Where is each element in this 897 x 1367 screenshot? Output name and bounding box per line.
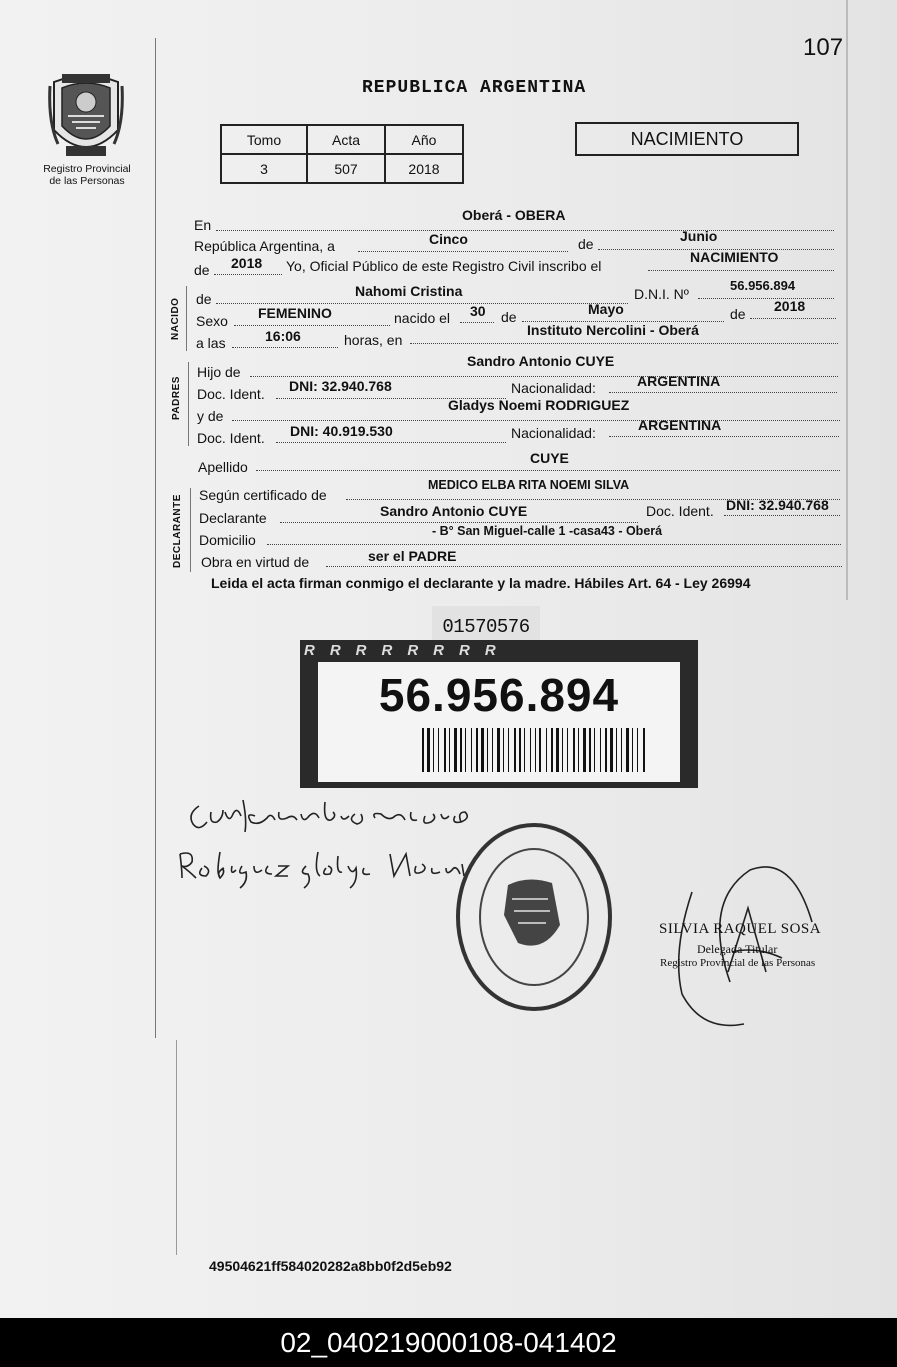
side-label-declarante: DECLARANTE — [172, 494, 183, 568]
label-certificate: Según certificado de — [199, 487, 327, 503]
barcode-bar — [427, 728, 430, 772]
header-acta: Acta — [307, 125, 385, 154]
section-rule — [186, 286, 187, 351]
dotted-line — [724, 515, 840, 516]
barcode-bar — [514, 728, 516, 772]
dotted-line — [648, 270, 834, 271]
barcode-bar — [530, 728, 531, 772]
label-year-prefix: de — [194, 262, 210, 278]
label-born: nacido el — [394, 310, 451, 326]
stamp-pattern: RRRRRRRR — [304, 642, 511, 659]
barcode-bar — [546, 728, 547, 772]
dotted-line — [750, 318, 836, 319]
logo-caption-line1: Registro Provincial — [43, 163, 131, 175]
label-name-prefix: de — [196, 291, 212, 307]
barcode-bar — [610, 728, 613, 772]
section-rule — [188, 362, 189, 446]
margin-rule — [155, 38, 156, 1038]
header-anio: Año — [385, 125, 463, 154]
label-birth-de2: de — [730, 306, 746, 322]
value-address: - B° San Miguel-calle 1 -casa43 - Oberá — [432, 524, 663, 538]
label-hours: horas, en — [344, 332, 403, 348]
value-year: 2018 — [231, 255, 263, 271]
dotted-line — [216, 230, 834, 231]
barcode-bar — [438, 728, 439, 772]
registrar-text: Yo, Oficial Público de este Registro Civil inscribo el — [286, 258, 602, 274]
barcode-bar — [449, 728, 450, 772]
value-anio: 2018 — [385, 154, 463, 183]
label-mother-nationality: Nacionalidad: — [511, 425, 596, 441]
dotted-line — [609, 392, 837, 393]
dotted-line — [280, 522, 638, 523]
value-inscribes: NACIMIENTO — [690, 249, 779, 265]
registry-header-row — [221, 125, 463, 154]
label-sex: Sexo — [196, 313, 228, 329]
barcode-bar — [562, 728, 563, 772]
margin-rule-lower — [176, 1040, 177, 1255]
value-day-words: Cinco — [429, 231, 468, 247]
label-time: a las — [196, 335, 226, 351]
label-birth-de1: de — [501, 309, 517, 325]
barcode-bar — [589, 728, 591, 772]
dotted-line — [216, 303, 628, 304]
barcode-bar — [551, 728, 553, 772]
dotted-line — [410, 343, 838, 344]
label-mother-doc: Doc. Ident. — [197, 430, 265, 446]
label-en: En — [194, 217, 212, 233]
official-office: Registro Provincial de las Personas — [660, 957, 816, 969]
barcode-bar — [535, 728, 536, 772]
dotted-line — [232, 420, 840, 421]
barcode-bar — [567, 728, 568, 772]
side-label-nacido: NACIDO — [170, 297, 181, 340]
stamp-number: 56.956.894 — [378, 669, 620, 721]
barcode-bar — [433, 728, 434, 772]
mother-signature — [176, 842, 466, 892]
label-declarant-doc: Doc. Ident. — [646, 503, 714, 519]
dotted-line — [214, 274, 282, 275]
barcode-bar — [503, 728, 504, 772]
value-month: Junio — [680, 228, 718, 244]
barcode-bar — [594, 728, 595, 772]
label-declarant: Declarante — [199, 510, 267, 526]
barcode-bar — [519, 728, 521, 772]
dotted-line — [358, 251, 568, 252]
registry-table — [220, 124, 464, 184]
label-de: de — [578, 236, 594, 252]
value-tomo: 3 — [221, 154, 307, 183]
barcode-bar — [578, 728, 579, 772]
value-acta: 507 — [307, 154, 385, 183]
value-place: Oberá - OBERA — [462, 207, 566, 223]
dotted-line — [460, 322, 494, 323]
footer-code: 02_040219000108-041402 — [0, 1318, 897, 1367]
logo-caption — [36, 163, 138, 187]
header-tomo: Tomo — [221, 125, 307, 154]
label-father-nationality: Nacionalidad: — [511, 380, 596, 396]
official-title: Delegada Titular — [697, 942, 778, 956]
value-birth-year: 2018 — [774, 298, 806, 314]
barcode-bar — [539, 728, 541, 772]
value-time: 16:06 — [265, 328, 301, 344]
label-father-doc: Doc. Ident. — [197, 386, 265, 402]
label-surname: Apellido — [198, 459, 248, 475]
value-father: Sandro Antonio CUYE — [467, 353, 615, 369]
dotted-line — [326, 566, 842, 567]
logo-caption-line2: de las Personas — [49, 175, 125, 187]
country-heading: REPUBLICA ARGENTINA — [362, 78, 587, 98]
value-certificate: MEDICO ELBA RITA NOEMI SILVA — [428, 478, 630, 492]
declarant-signature — [185, 792, 485, 840]
barcode-bar — [600, 728, 601, 772]
dotted-line — [234, 325, 390, 326]
value-sex: FEMENINO — [258, 305, 332, 321]
official-seal-stamp — [448, 815, 618, 1020]
barcode-bar — [476, 728, 478, 772]
value-mother-nationality: ARGENTINA — [638, 417, 722, 433]
barcode-bar — [637, 728, 638, 772]
label-father: Hijo de — [197, 364, 241, 380]
document-hash: 49504621ff584020282a8bb0f2d5eb92 — [209, 1258, 452, 1274]
barcode-bar — [444, 728, 446, 772]
barcode-bar — [422, 728, 424, 772]
value-father-doc: DNI: 32.940.768 — [289, 378, 392, 394]
label-acts-as: Obra en virtud de — [201, 554, 310, 570]
barcode-bar — [465, 728, 466, 772]
value-birth-place: Instituto Nercolini - Oberá — [527, 322, 699, 338]
barcode-bar — [616, 728, 617, 772]
value-declarant-doc: DNI: 32.940.768 — [726, 497, 829, 513]
dotted-line — [698, 298, 834, 299]
provincial-emblem-logo — [48, 72, 124, 160]
barcode-bar — [492, 728, 493, 772]
barcode-bar — [583, 728, 586, 772]
dotted-line — [267, 544, 841, 545]
serial-number-tag: 01570576 — [432, 606, 540, 646]
barcode-bar — [626, 728, 629, 772]
dotted-line — [250, 376, 838, 377]
dotted-line — [276, 442, 506, 443]
barcode-bar — [524, 728, 525, 772]
barcode-bar — [454, 728, 457, 772]
barcode-bar — [632, 728, 633, 772]
value-declarant: Sandro Antonio CUYE — [380, 503, 528, 519]
barcode-bar — [460, 728, 462, 772]
label-mother: y de — [197, 408, 224, 424]
value-surname: CUYE — [530, 450, 569, 466]
dotted-line — [232, 347, 338, 348]
dotted-line — [256, 470, 840, 471]
barcode-bar — [556, 728, 559, 772]
barcode-bar — [605, 728, 607, 772]
act-type-box: NACIMIENTO — [575, 122, 799, 156]
side-label-padres: PADRES — [171, 376, 182, 420]
value-acts-as: ser el PADRE — [368, 548, 457, 564]
value-name: Nahomi Cristina — [355, 283, 463, 299]
value-mother-doc: DNI: 40.919.530 — [290, 423, 393, 439]
page-number: 107 — [803, 34, 844, 61]
section-rule — [190, 488, 191, 572]
value-mother: Gladys Noemi RODRIGUEZ — [448, 397, 630, 413]
barcode-bar — [497, 728, 500, 772]
label-address: Domicilio — [199, 532, 256, 548]
barcode-bar — [621, 728, 622, 772]
barcode-bar — [471, 728, 472, 772]
value-birth-month: Mayo — [588, 301, 624, 317]
closing-statement: Leida el acta firman conmigo el declarante y la madre. Hábiles Art. 64 - Ley 26994 — [211, 575, 751, 591]
value-birth-day: 30 — [470, 303, 486, 319]
dotted-line — [609, 436, 839, 437]
page-edge — [846, 0, 848, 600]
official-name: SILVIA RAQUEL SOSA — [659, 921, 822, 937]
barcode-icon — [422, 728, 646, 772]
stamp-panel — [318, 662, 680, 782]
barcode-bar — [573, 728, 575, 772]
barcode-bar — [487, 728, 488, 772]
label-dni: D.N.I. Nº — [634, 286, 689, 302]
barcode-bar — [643, 728, 645, 772]
value-father-nationality: ARGENTINA — [637, 373, 721, 389]
label-republic: República Argentina, a — [194, 238, 335, 254]
value-dni: 56.956.894 — [730, 278, 796, 293]
registry-value-row — [221, 154, 463, 183]
barcode-bar — [481, 728, 484, 772]
barcode-bar — [508, 728, 509, 772]
dni-stamp — [300, 640, 698, 788]
